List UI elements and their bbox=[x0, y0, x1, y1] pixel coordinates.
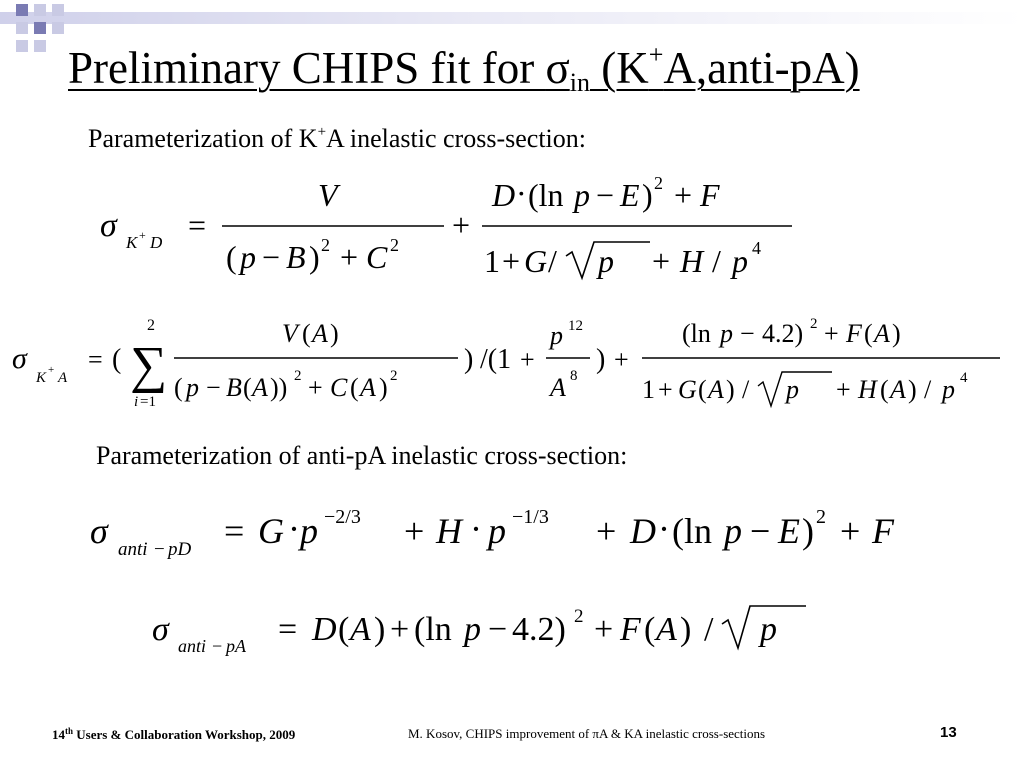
svg-text:(: ( bbox=[302, 319, 311, 348]
svg-text:−: − bbox=[488, 611, 508, 648]
svg-text:p: p bbox=[464, 611, 481, 648]
svg-text:K: K bbox=[36, 370, 47, 386]
svg-text:A: A bbox=[312, 319, 328, 348]
svg-text:−: − bbox=[154, 539, 165, 560]
svg-text:F: F bbox=[700, 177, 720, 213]
section-kaon-heading bbox=[88, 124, 586, 154]
svg-text:2: 2 bbox=[321, 235, 330, 255]
svg-text:+: + bbox=[674, 177, 693, 213]
svg-text:): ) bbox=[309, 239, 320, 275]
svg-text:2: 2 bbox=[147, 317, 155, 334]
svg-text:): ) bbox=[374, 611, 386, 648]
svg-text:+: + bbox=[836, 375, 851, 404]
section-antiproton-heading: Parameterization of anti-pA inelastic cross-section: bbox=[96, 441, 628, 470]
svg-text:): ) bbox=[908, 375, 917, 404]
svg-text:1: 1 bbox=[484, 243, 500, 279]
svg-text:p: p bbox=[240, 239, 256, 275]
footer-left-sup: th bbox=[65, 726, 74, 736]
svg-text:C: C bbox=[330, 373, 348, 402]
formula-kaon-deuteron bbox=[90, 160, 810, 290]
svg-text:σ: σ bbox=[152, 611, 169, 648]
svg-text:D: D bbox=[492, 177, 516, 213]
title-main: Preliminary CHIPS fit for bbox=[68, 43, 546, 93]
deco-square bbox=[34, 4, 46, 16]
svg-text:+: + bbox=[824, 319, 839, 348]
svg-text:C: C bbox=[366, 239, 388, 275]
svg-text:/(1: /(1 bbox=[480, 344, 512, 375]
deco-square bbox=[34, 22, 46, 34]
kaon-heading-rest: A inelastic cross-section: bbox=[326, 124, 586, 153]
title-superscript: + bbox=[648, 40, 664, 69]
svg-text:G: G bbox=[678, 375, 697, 404]
svg-text:(: ( bbox=[698, 375, 707, 404]
sigma-symbol: σ bbox=[545, 43, 570, 93]
svg-text:/: / bbox=[548, 243, 557, 279]
footer-center-text: M. Kosov, CHIPS improvement of bbox=[408, 726, 593, 741]
svg-text:p: p bbox=[186, 373, 199, 402]
footer-left-text: Users & Collaboration Workshop, 2009 bbox=[73, 727, 296, 742]
svg-text:+: + bbox=[139, 228, 146, 242]
slide-title bbox=[68, 40, 860, 98]
svg-text:·: · bbox=[516, 175, 527, 211]
svg-text:(: ( bbox=[226, 239, 237, 275]
svg-text:12: 12 bbox=[568, 318, 583, 334]
svg-text:p: p bbox=[574, 177, 590, 213]
svg-text:+: + bbox=[452, 207, 471, 243]
svg-text:+: + bbox=[340, 239, 359, 275]
svg-text:·: · bbox=[470, 509, 482, 549]
svg-text:H: H bbox=[858, 375, 877, 404]
deco-square bbox=[52, 22, 64, 34]
kaon-heading-sup: + bbox=[317, 124, 327, 140]
deco-square bbox=[52, 4, 64, 16]
svg-text:D: D bbox=[312, 611, 337, 648]
svg-text:G: G bbox=[258, 511, 284, 551]
svg-text:D: D bbox=[630, 511, 656, 551]
svg-text:D: D bbox=[150, 233, 163, 252]
svg-text:(: ( bbox=[350, 373, 359, 402]
svg-text:B: B bbox=[286, 239, 306, 275]
svg-text:F: F bbox=[872, 511, 894, 551]
svg-text:σ: σ bbox=[100, 207, 117, 244]
title-rest-open: (K bbox=[589, 43, 649, 93]
svg-text:−: − bbox=[212, 636, 223, 656]
svg-text:=: = bbox=[278, 611, 298, 648]
svg-text:(ln: (ln bbox=[672, 511, 712, 551]
svg-text:A: A bbox=[890, 375, 906, 404]
svg-text:B: B bbox=[226, 373, 242, 402]
svg-text:4.2): 4.2) bbox=[512, 611, 566, 648]
title-subscript: in bbox=[569, 68, 590, 97]
footer-center-rest: A & KA inelastic cross-sections bbox=[598, 726, 766, 741]
deco-square bbox=[34, 40, 46, 52]
svg-text:): ) bbox=[642, 177, 653, 213]
svg-text:σ: σ bbox=[12, 342, 27, 375]
svg-text:4.2): 4.2) bbox=[762, 319, 804, 348]
svg-text:i: i bbox=[134, 394, 139, 410]
svg-text:p: p bbox=[732, 243, 748, 279]
svg-text:A: A bbox=[350, 611, 371, 648]
page-number: 13 bbox=[940, 724, 957, 741]
svg-text:σ: σ bbox=[90, 511, 108, 551]
svg-text:G: G bbox=[524, 243, 548, 279]
header-gradient-bar bbox=[0, 12, 1024, 24]
svg-text:+: + bbox=[404, 511, 425, 551]
svg-text:A: A bbox=[550, 373, 566, 402]
svg-text:A: A bbox=[58, 370, 68, 386]
svg-text:(ln: (ln bbox=[414, 611, 452, 648]
svg-text:/: / bbox=[712, 243, 721, 279]
svg-text:(: ( bbox=[243, 373, 252, 402]
svg-text:∑: ∑ bbox=[130, 337, 168, 394]
svg-text:/: / bbox=[704, 611, 714, 648]
svg-text:p: p bbox=[786, 375, 799, 404]
svg-text:2: 2 bbox=[294, 368, 302, 384]
svg-text:p: p bbox=[550, 321, 563, 350]
svg-text:p: p bbox=[488, 511, 506, 551]
svg-text:+: + bbox=[614, 345, 629, 374]
formula-antiproton-deuteron bbox=[86, 495, 976, 570]
svg-text:−: − bbox=[740, 319, 755, 348]
svg-text:): ) bbox=[680, 611, 692, 648]
deco-square bbox=[16, 22, 28, 34]
footer-author bbox=[408, 726, 765, 742]
svg-text:−: − bbox=[596, 177, 615, 213]
svg-text:A: A bbox=[656, 611, 677, 648]
svg-text:): ) bbox=[892, 319, 901, 348]
svg-text:): ) bbox=[379, 373, 388, 402]
svg-text:+: + bbox=[502, 243, 521, 279]
svg-text:(: ( bbox=[338, 611, 350, 648]
svg-text:/: / bbox=[924, 375, 932, 404]
svg-text:2: 2 bbox=[390, 368, 398, 384]
svg-text:−: − bbox=[750, 511, 771, 551]
svg-text:E: E bbox=[778, 511, 800, 551]
svg-text:−: − bbox=[206, 373, 221, 402]
svg-text:4: 4 bbox=[960, 370, 968, 386]
title-rest-close: A,anti-pA) bbox=[663, 43, 860, 93]
svg-text:K: K bbox=[126, 233, 138, 252]
svg-text:anti: anti bbox=[118, 539, 148, 560]
svg-text:): ) bbox=[726, 375, 735, 404]
svg-text:(ln: (ln bbox=[528, 177, 564, 213]
svg-text:A: A bbox=[360, 373, 376, 402]
svg-text:H: H bbox=[436, 511, 462, 551]
svg-text:+: + bbox=[596, 511, 617, 551]
deco-square bbox=[16, 40, 28, 52]
footer-pi-symbol: π bbox=[592, 726, 599, 741]
svg-text:+: + bbox=[308, 373, 323, 402]
svg-text:2: 2 bbox=[810, 316, 818, 332]
footer-left-number: 14 bbox=[52, 727, 65, 742]
svg-text:2: 2 bbox=[654, 173, 663, 193]
svg-text:p: p bbox=[724, 511, 742, 551]
svg-text:+: + bbox=[840, 511, 861, 551]
svg-text:(: ( bbox=[644, 611, 656, 648]
svg-text:1: 1 bbox=[642, 375, 655, 404]
svg-text:=1: =1 bbox=[140, 394, 156, 410]
svg-text:+: + bbox=[658, 375, 673, 404]
svg-text:(: ( bbox=[880, 375, 889, 404]
svg-text:8: 8 bbox=[570, 368, 578, 384]
svg-text:)): )) bbox=[270, 373, 288, 402]
footer-workshop bbox=[52, 726, 295, 743]
svg-text:): ) bbox=[802, 511, 814, 551]
svg-text:p: p bbox=[720, 319, 733, 348]
svg-text:p: p bbox=[598, 243, 614, 279]
svg-text:2: 2 bbox=[390, 235, 399, 255]
svg-text:/: / bbox=[742, 375, 750, 404]
svg-text:p: p bbox=[760, 611, 777, 648]
svg-text:): ) bbox=[330, 319, 339, 348]
svg-text:=: = bbox=[188, 207, 207, 243]
svg-text:·: · bbox=[658, 509, 670, 549]
kaon-heading-lead: Parameterization of K bbox=[88, 124, 318, 153]
svg-text:·: · bbox=[288, 509, 300, 549]
svg-text:−2/3: −2/3 bbox=[324, 506, 361, 528]
svg-text:+: + bbox=[520, 345, 535, 374]
svg-text:−1/3: −1/3 bbox=[512, 506, 549, 528]
svg-text:2: 2 bbox=[574, 606, 584, 627]
svg-text:V: V bbox=[282, 319, 298, 348]
svg-text:+: + bbox=[48, 364, 55, 376]
svg-text:p: p bbox=[942, 375, 955, 404]
svg-text:=: = bbox=[224, 511, 245, 551]
svg-text:(: ( bbox=[864, 319, 873, 348]
deco-square bbox=[16, 4, 28, 16]
svg-text:2: 2 bbox=[816, 506, 826, 528]
formula-antiproton-nucleus bbox=[150, 590, 880, 670]
svg-text:+: + bbox=[652, 243, 671, 279]
svg-text:): ) bbox=[464, 344, 474, 375]
svg-text:E: E bbox=[620, 177, 640, 213]
svg-text:(ln: (ln bbox=[682, 319, 711, 348]
svg-text:F: F bbox=[620, 611, 641, 648]
svg-text:A: A bbox=[874, 319, 890, 348]
svg-text:H: H bbox=[680, 243, 704, 279]
svg-text:pA: pA bbox=[226, 636, 246, 656]
svg-text:−: − bbox=[262, 239, 281, 275]
svg-text:=: = bbox=[88, 345, 103, 374]
svg-text:): ) bbox=[596, 344, 606, 375]
svg-text:pD: pD bbox=[168, 539, 192, 560]
svg-text:+: + bbox=[390, 611, 410, 648]
svg-text:A: A bbox=[252, 373, 268, 402]
svg-text:F: F bbox=[846, 319, 862, 348]
formula-kaon-nucleus bbox=[6, 310, 1006, 425]
svg-text:4: 4 bbox=[752, 238, 761, 258]
svg-text:A: A bbox=[708, 375, 724, 404]
svg-text:(: ( bbox=[112, 344, 122, 375]
svg-text:p: p bbox=[300, 511, 318, 551]
svg-text:V: V bbox=[318, 177, 338, 213]
svg-text:+: + bbox=[594, 611, 614, 648]
svg-text:(: ( bbox=[174, 373, 183, 402]
svg-text:anti: anti bbox=[178, 636, 207, 656]
